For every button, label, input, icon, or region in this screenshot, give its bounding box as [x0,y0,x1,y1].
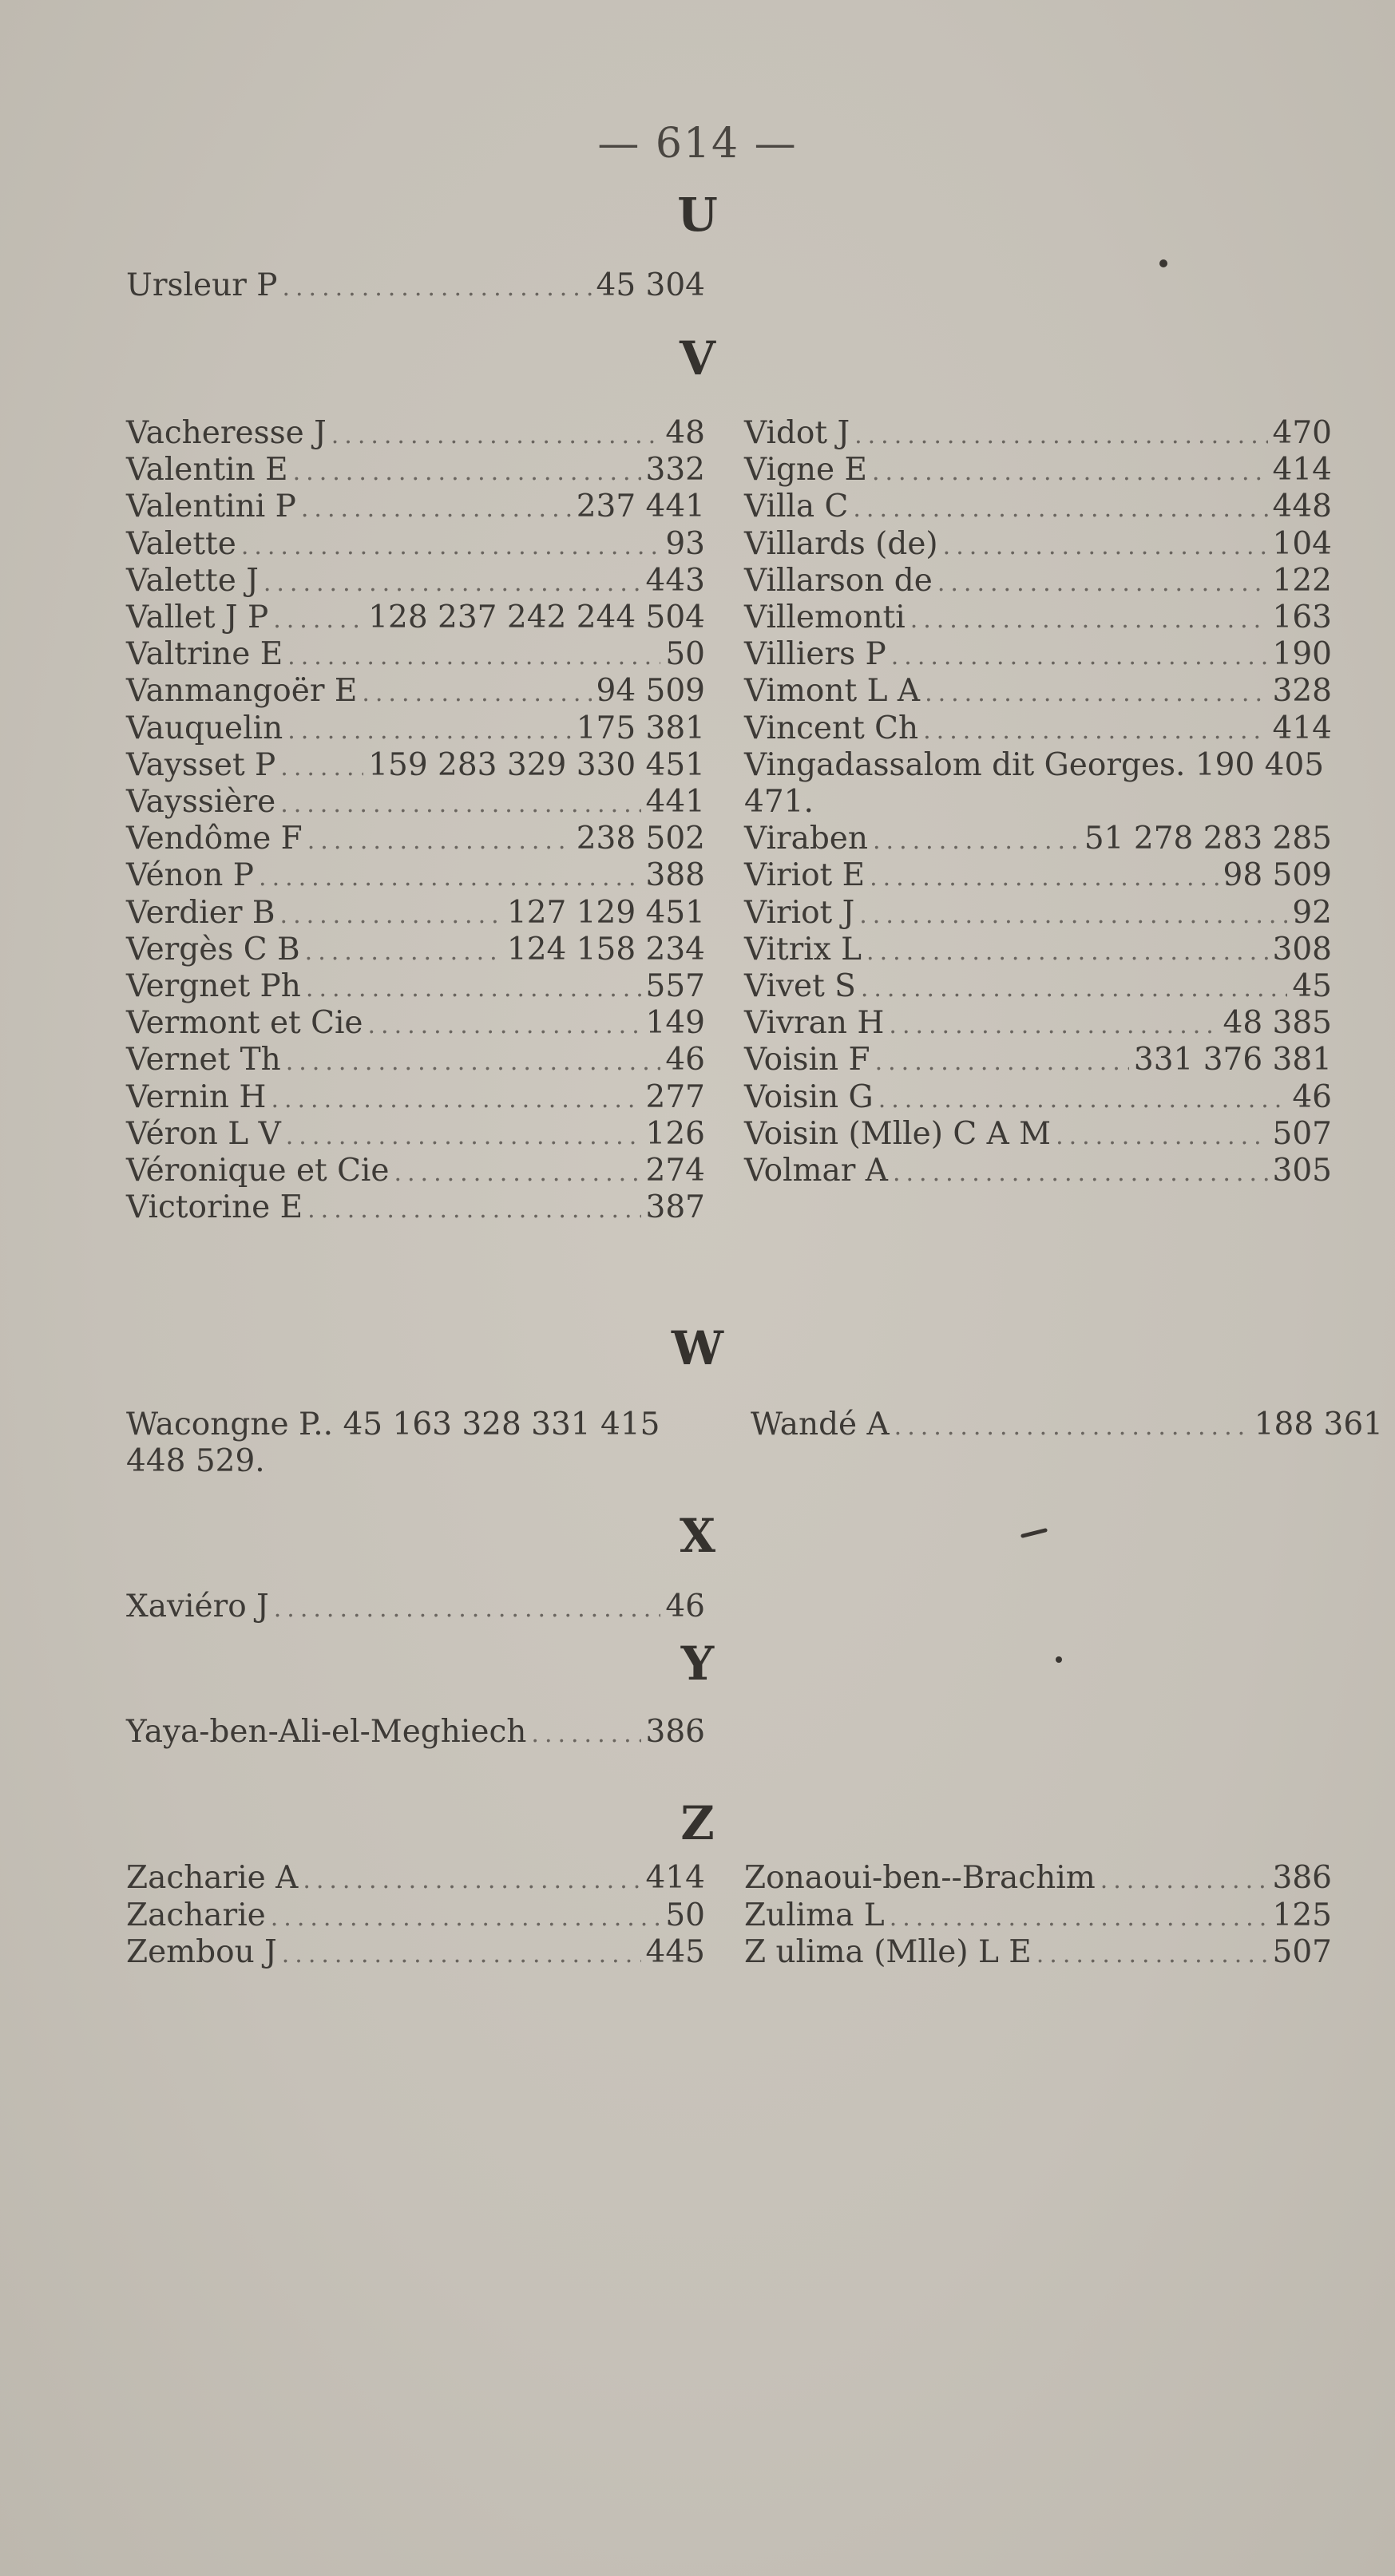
z-left-entry [126,1934,705,1973]
u-entry [126,267,705,307]
entry-pages: 277 [645,1078,705,1115]
entry-name: Vimont L A [744,673,921,710]
entry-name: Vincent Ch [744,710,919,746]
entry-pages: 332 [645,452,705,489]
leader-dots [923,713,1267,750]
entry-name: Zulima L [744,1897,885,1933]
leader-dots [303,1862,640,1899]
v-left-entry [126,673,705,712]
v-left-entry [126,489,705,528]
v-right-entry [744,932,1332,971]
entry-name: Vivran H [744,1005,885,1042]
v-right-entry [744,968,1332,1007]
v-left-entry [126,857,705,896]
entry-pages: 51 278 283 285 [1084,821,1332,857]
entry-wacongne-line1: Wacongne P.. 45 163 328 331 415 [126,1407,660,1442]
entry-pages: 507 [1272,1934,1332,1970]
entry-pages: 445 [645,1934,705,1970]
entry-name: Villards (de) [744,525,938,562]
section-heading-x: X [679,1509,715,1563]
v-right-entry [744,1079,1332,1118]
entry-name: Valette J [126,562,259,599]
leader-dots [280,750,363,786]
entry-pages: 388 [645,857,705,894]
leader-dots [271,1900,661,1937]
entry-name: Xaviéro J [126,1589,269,1624]
leader-dots [287,713,572,750]
leader-dots [893,1155,1268,1192]
entry-name: Volmar A [744,1153,888,1189]
leader-dots [872,454,1268,491]
leader-dots [859,897,1287,934]
z-left-entry [126,1860,705,1899]
leader-dots [878,1082,1288,1118]
v-right-entry [744,710,1332,750]
leader-dots [866,934,1268,971]
leader-dots [271,1082,640,1118]
leader-dots [854,417,1267,454]
entry-name: Zacharie [126,1897,266,1933]
leader-dots [925,675,1267,712]
entry-name: Viriot E [744,857,866,894]
entry-name: Wandé A [751,1407,890,1442]
section-heading-u: U [677,188,718,242]
entry-name: Victorine E [126,1189,303,1226]
entry-pages: 274 [645,1153,705,1189]
entry-name: Vitrix L [744,931,862,967]
leader-dots [293,454,641,491]
entry-name: Vergès C B [126,931,300,967]
entry-wande [751,1407,1383,1446]
entry-pages: 414 [645,1860,705,1896]
v-left-entry [126,821,705,860]
leader-dots [1056,1118,1267,1155]
v-right-entry [744,895,1332,934]
leader-dots [873,823,1080,860]
v-left-entry [126,452,705,491]
v-left-entry [126,1079,705,1118]
x-entry [126,1589,705,1628]
entry-pages: 386 [645,1714,705,1750]
entry-name: Yaya-ben-Ali-el-Meghiech [126,1714,527,1750]
leader-dots [394,1155,640,1192]
entry-pages: 104 [1272,525,1332,562]
ink-speck [1056,1656,1062,1663]
leader-dots [891,639,1268,675]
v-right-entry [744,857,1332,896]
entry-pages: 175 381 [576,710,705,746]
entry-name: Zembou J [126,1934,277,1970]
leader-dots [274,1591,661,1628]
leader-dots [870,860,1218,896]
entry-pages: 124 158 234 [506,931,705,967]
entry-pages: 507 [1272,1115,1332,1152]
leader-dots [305,934,502,971]
leader-dots [331,417,661,454]
entry-pages: 470 [1272,415,1332,451]
entry-name: Voisin F [744,1042,870,1078]
section-heading-w: W [671,1321,724,1375]
entry-pages: 93 [665,525,705,562]
entry-pages: 190 [1272,636,1332,673]
entry-pages: 237 441 [576,489,705,525]
entry-name: 471. [744,784,814,820]
entry-pages: 125 [1272,1897,1332,1933]
section-heading-y: Y [680,1636,715,1691]
leader-dots [259,860,641,896]
entry-pages: 163 [1272,599,1332,635]
entry-name: Vermont et Cie [126,1005,363,1042]
leader-dots [890,1900,1268,1937]
z-right-entry [744,1934,1332,1973]
v-left-entry [126,1153,705,1192]
v-right-entry [744,452,1332,491]
v-right-entry [744,784,1332,821]
entry-name: Valette [126,525,236,562]
entry-name: Vanmangoër E [126,673,358,710]
v-left-entry [126,784,705,823]
v-left-entry [126,1005,705,1044]
entry-name: Valentin E [126,452,288,489]
entry-name: Vallet J P [126,599,269,635]
leader-dots [306,971,641,1007]
leader-dots [280,897,502,934]
entry-name: Vernin H [126,1078,267,1115]
v-right-entry [744,1153,1332,1192]
leader-dots [301,491,572,528]
page-number: — 614 — [597,120,798,168]
leader-dots [307,1192,640,1229]
entry-name: Villiers P [744,636,886,673]
entry-pages: 92 [1292,894,1332,931]
entry-name: Vidot J [744,415,850,451]
leader-dots [273,602,363,639]
v-left-entry [126,895,705,934]
section-heading-z: Z [680,1796,715,1850]
entry-name: Valentini P [126,489,296,525]
v-left-entry [126,599,705,639]
entry-pages: 45 304 [596,267,705,303]
entry-name: Zacharie A [126,1860,299,1896]
entry-name: Vergnet Ph [126,968,301,1004]
entry-name: Voisin (Mlle) C A M [744,1115,1052,1152]
leader-dots [282,270,591,307]
entry-pages: 127 129 451 [506,894,705,931]
entry-name: Vaysset P [126,746,276,783]
entry-name: Véron L V [126,1115,281,1152]
entry-name: Vayssière [126,784,276,820]
entry-pages: 94 509 [596,673,705,710]
entry-name: Vingadassalom dit Georges. 190 405 [744,746,1325,783]
v-left-entry [126,1042,705,1081]
leader-dots [853,491,1267,528]
v-right-entry [744,673,1332,712]
entry-name: Villa C [744,489,849,525]
v-left-entry [126,526,705,565]
leader-dots [368,1007,641,1044]
entry-pages: 188 361 [1254,1407,1383,1442]
v-right-entry [744,1116,1332,1155]
leader-dots [937,565,1268,602]
v-right-entry [744,489,1332,528]
leader-dots [1100,1862,1268,1899]
leader-dots [943,528,1268,565]
ink-speck [1159,259,1167,267]
v-left-entry [126,710,705,750]
v-left-entry [126,563,705,602]
entry-pages: 441 [645,784,705,820]
entry-name: Vivet S [744,968,856,1004]
z-left-entry [126,1897,705,1937]
entry-pages: 48 385 [1223,1005,1332,1042]
entry-pages: 238 502 [576,821,705,857]
entry-pages: 45 [1292,968,1332,1004]
entry-name: Vigne E [744,452,867,489]
v-right-entry [744,1005,1332,1044]
entry-name: Ursleur P [126,267,278,303]
entry-pages: 50 [665,1897,705,1933]
leader-dots [910,602,1268,639]
v-left-entry [126,1116,705,1155]
entry-name: Vacheresse J [126,415,327,451]
entry-pages: 414 [1272,710,1332,746]
v-right-entry [744,821,1332,860]
v-right-entry [744,747,1332,784]
entry-wacongne-line2: 448 529. [126,1443,265,1479]
leader-dots [286,1044,661,1081]
entry-name: Z ulima (Mlle) L E [744,1934,1032,1970]
v-left-entry [126,747,705,786]
entry-pages: 305 [1272,1153,1332,1189]
leader-dots [282,1937,641,1973]
entry-name: Vauquelin [126,710,283,746]
entry-pages: 386 [1272,1860,1332,1896]
leader-dots [875,1044,1129,1081]
entry-name: Villemonti [744,599,906,635]
entry-pages: 98 509 [1223,857,1332,894]
leader-dots [280,786,640,823]
leader-dots [264,565,641,602]
entry-pages: 328 [1272,673,1332,710]
entry-pages: 46 [665,1042,705,1078]
y-entry [126,1714,705,1753]
leader-dots [307,823,572,860]
entry-pages: 308 [1272,931,1332,967]
entry-name: Zonaoui-ben--Brachim [744,1860,1096,1896]
leader-dots [241,528,661,565]
leader-dots [287,639,660,675]
entry-pages: 387 [645,1189,705,1226]
entry-name: Voisin G [744,1078,874,1115]
leader-dots [894,1409,1250,1446]
z-right-entry [744,1897,1332,1937]
entry-pages: 46 [1292,1078,1332,1115]
leader-dots [531,1716,640,1753]
entry-pages: 149 [645,1005,705,1042]
v-right-entry [744,526,1332,565]
entry-name: Viraben [744,821,869,857]
leader-dots [861,971,1288,1007]
entry-pages: 448 [1272,489,1332,525]
entry-pages: 122 [1272,562,1332,599]
v-left-entry [126,636,705,675]
entry-pages: 126 [645,1115,705,1152]
v-right-entry [744,563,1332,602]
section-heading-v: V [679,331,715,386]
entry-pages: 50 [665,636,705,673]
entry-pages: 414 [1272,452,1332,489]
entry-pages: 46 [665,1589,705,1624]
entry-name: Vendôme F [126,821,303,857]
v-left-entry [126,1189,705,1229]
entry-name: Vénon P [126,857,255,894]
v-left-entry [126,415,705,454]
entry-name: Valtrine E [126,636,283,673]
leader-dots [286,1118,641,1155]
entry-name: Véronique et Cie [126,1153,390,1189]
leader-dots [1036,1937,1268,1973]
entry-name: Vernet Th [126,1042,281,1078]
z-right-entry [744,1860,1332,1899]
v-right-entry [744,1042,1332,1081]
entry-name: Viriot J [744,894,855,931]
v-left-entry [126,968,705,1007]
v-left-entry [126,932,705,971]
entry-pages: 48 [665,415,705,451]
v-right-entry [744,636,1332,675]
entry-pages: 331 376 381 [1133,1042,1332,1078]
entry-pages: 159 283 329 330 451 [368,746,705,783]
entry-pages: 443 [645,562,705,599]
v-right-entry [744,599,1332,639]
v-right-entry [744,415,1332,454]
entry-name: Verdier B [126,894,275,931]
leader-dots [362,675,591,712]
entry-name: Villarson de [744,562,933,599]
entry-pages: 557 [645,968,705,1004]
entry-pages: 128 237 242 244 504 [368,599,705,635]
leader-dots [889,1007,1218,1044]
